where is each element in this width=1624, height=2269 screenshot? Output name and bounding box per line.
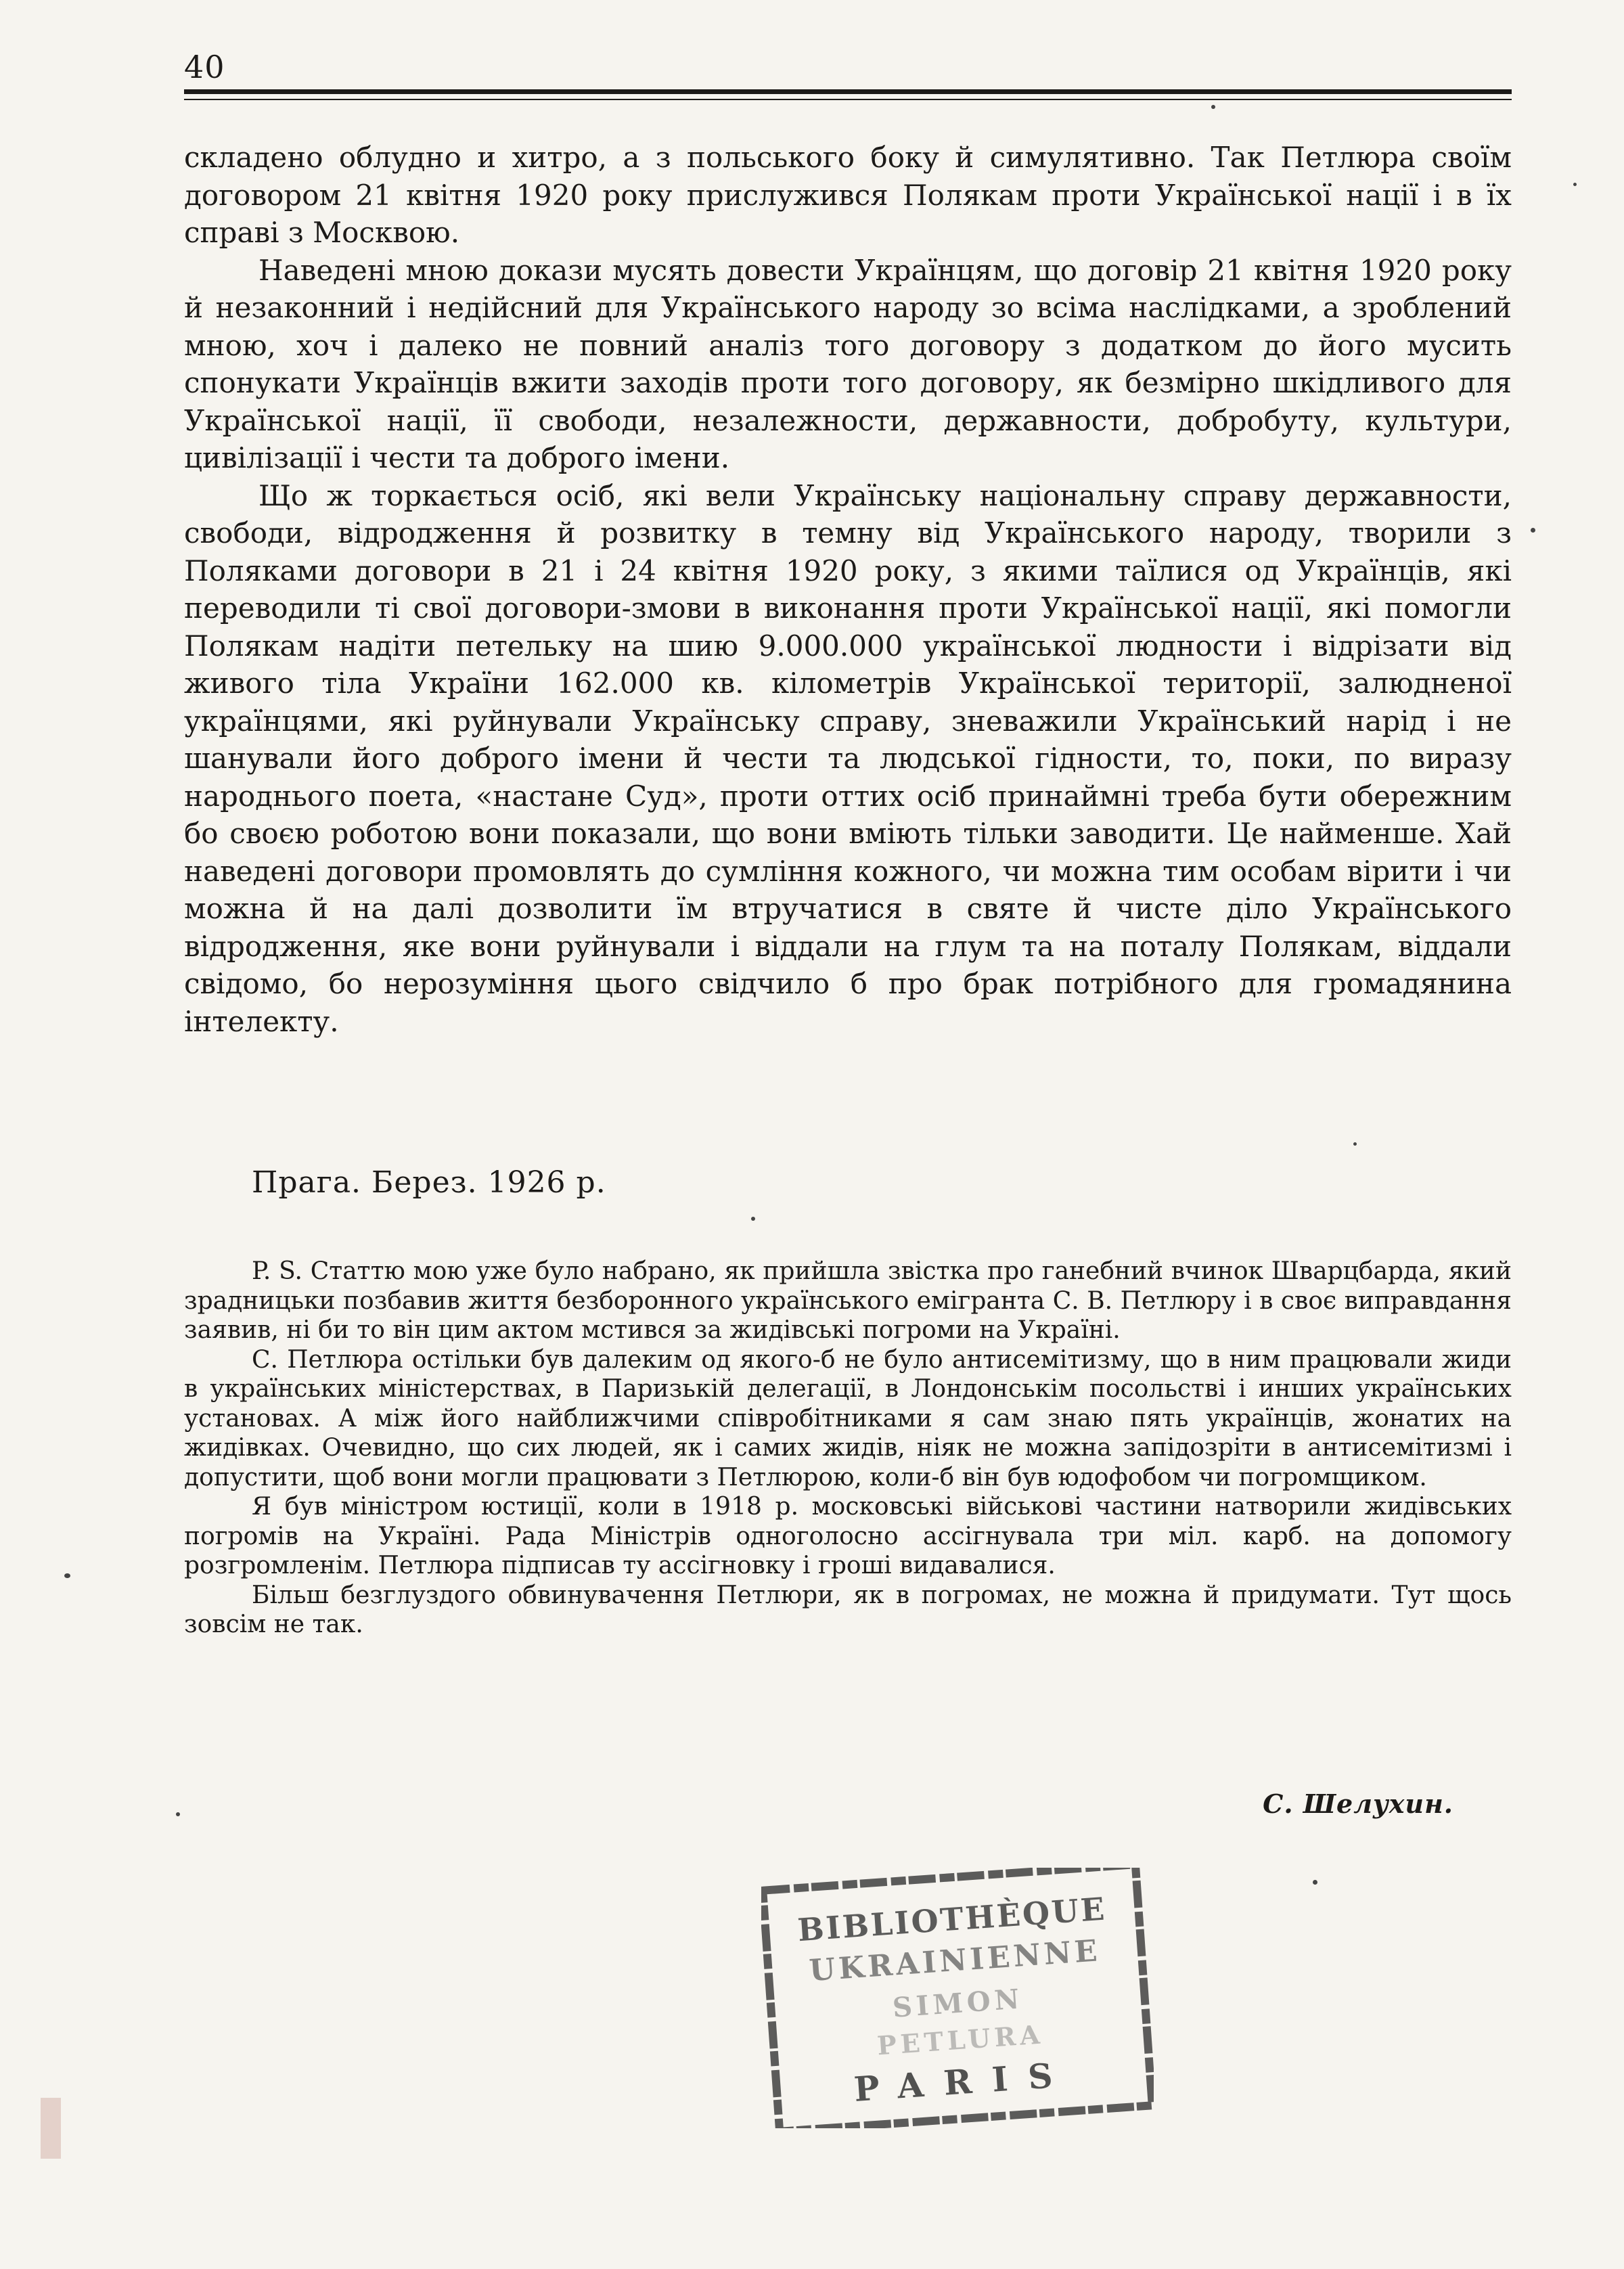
dateline: Прага. Берез. 1926 р. (252, 1165, 606, 1200)
scan-speck (64, 1573, 70, 1578)
edge-mark (41, 2098, 61, 2159)
stamp-line-4: PETLURA (876, 2019, 1045, 2061)
scan-speck (176, 1812, 180, 1816)
scan-speck (1531, 528, 1535, 533)
scan-speck (1313, 1880, 1317, 1885)
stamp-line-2: UKRAINIENNE (808, 1933, 1102, 1989)
body-paragraph-1: складено облудно и хитро, а з польського боку й симулятивно. Так Петлюра своїм договором 21 квітня 1920 року прислужився Полякам проти Української нації і в їх справі з Москвою. (184, 141, 1512, 249)
body-paragraph-3: Що ж торкається осіб, які вели Українську національну справу державности, свободи, відродження й розвитку в темну від Українського народу, творили з Поляками договори в 21 і 24 квітня 1920 року, з якими таїлися од Українців, які переводили ті свої договори-змови в виконання проти Української нації, які помогли Полякам надіти петельку на шию 9.000.000 української людности і відрізати від живого тіла України 162.000 кв. кілометрів Української території, залюдненої українцями, які руйнували Українську справу, зневажили Український нарід і не шанували його доброго імени й чести та людської гідности, то, поки, по виразу народнього поета, «настане Суд», проти оттих осіб принаймні треба бути обережним бо своєю роботою вони показали, що вони вміють тільки заводити. Це найменше. Хай наведені договори промовлять до сумління кожного, чи можна тим особам вірити і чи можна й на далі дозволити їм втручатися в святе й чисте діло Українського відродження, яке вони руйнували і віддали на глум та на поталу Полякам, віддали свідомо, бо нерозуміння цього свідчило б про брак потрібного для громадянина інтелекту. (184, 478, 1512, 1038)
header-rule-thick (184, 89, 1512, 94)
stamp-line-1: BIBLIOTHÈQUE (796, 1890, 1108, 1949)
page-number: 40 (184, 49, 225, 85)
header-rule-thin (184, 99, 1512, 100)
scan-speck (1353, 1142, 1357, 1146)
postscript-paragraph-4: Більш безглуздого обвинувачення Петлюри, як в погромах, не можна й придумати. Тут щось зовсім не так. (184, 1581, 1512, 1638)
postscript-paragraph-1: P. S. Статтю мою уже було набрано, як прийшла звістка про ганебний вчинок Шварцбарда, який зрадницьки позбавив життя безборонного українського емігранта С. В. Петлюру і в своє виправдання заявив, ні би то він цим актом мстився за жидівські погроми на Україні. (184, 1257, 1512, 1344)
author-signature: С. Шелухин. (1263, 1789, 1453, 1819)
scan-speck (1573, 183, 1577, 186)
scan-speck (751, 1217, 755, 1221)
postscript (184, 1257, 1512, 1640)
stamp-line-3: SIMON (891, 1983, 1024, 2024)
postscript-paragraph-2: С. Петлюра остільки був далеким од якого-б не було антисемітизму, що в ним працювали жиди в українських міністерствах, в Паризькій делегації, в Лондонськім посольстві і инших українських установах. А між його найближчими співробітниками я сам знаю пять українців, жонатих на жидівках. Очевидно, що сих людей, як і самих жидів, ніяк не можна запідозріти в антисемітизмі і допустити, щоб вони могли працювати з Петлюрою, коли-б він був юдофобом чи погромщиком. (184, 1345, 1512, 1491)
article-body (184, 139, 1512, 1040)
body-paragraph-2: Наведені мною докази мусять довести Українцям, що договір 21 квітня 1920 року й незаконний і недійсний для Українського народу зо всіма наслідками, а зроблений мною, хоч і далеко не повний аналіз того договору з додатком до його мусить спонукати Українців вжити заходів проти того договору, як безмірно шкідливого для Української нації, її свободи, незалежности, державности, добробуту, культури, цивілізації і чести та доброго імени. (184, 253, 1512, 474)
scan-speck (1211, 105, 1215, 109)
library-stamp (761, 1868, 1154, 2128)
stamp-line-5: PARIS (853, 2054, 1075, 2109)
postscript-paragraph-3: Я був міністром юстиції, коли в 1918 р. московські військові частини натворили жидівських погромів на Україні. Рада Міністрів одноголосно ассігнувала три міл. карб. на допомогу розгромленім. Петлюра підписав ту ассігновку і гроші видавалися. (184, 1493, 1512, 1579)
